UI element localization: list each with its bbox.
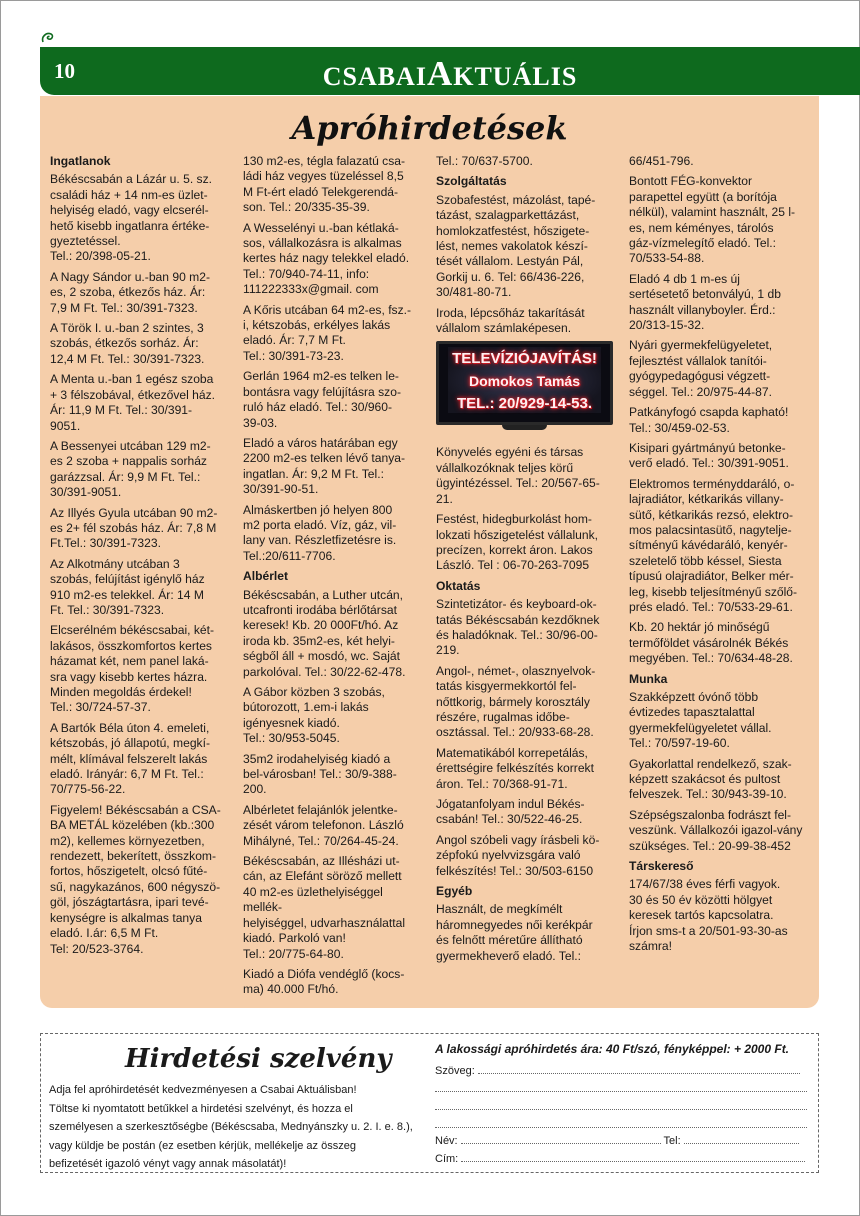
coupon-name-field[interactable] [435,1134,807,1148]
classified-ad: Kb. 20 hektár jó minőségű termőföldet vásárolnék Békés megyében. Tel.: 70/634-48-28. [629,620,793,666]
coupon-name-label: Név: [435,1135,458,1147]
classified-ad: Szépségszalonba fodrászt fel- veszünk. Vállalkozói igazol-vány szükséges. Tel.: 20-99-38-452 [629,807,803,853]
classifieds-panel [40,96,819,1008]
tv-ad-line-3: TEL.: 20/929-14-53. [456,395,593,413]
classified-ad: Gerlán 1964 m2-es telken le- bontásra vagy felújításra szo- ruló ház eladó. Tel.: 30/960- 39-03. [243,369,401,430]
dotted-line [461,1134,661,1144]
classified-ad: Elektromos terményddaráló, o- lajradiátor, kétkarikás villany- sütő, kétkarikás rezsó, elektro- mos palacsintasütő, nagytelje- sítményű kávédaráló, kenyér- szeletelő több késsel, Siesta típusú olajradiátor, Belker mér- leg, kisebb teljesítményű szőlő- prés eladó. Tel.: 70/533-29-61. [629,476,798,614]
classified-ad: Jógatanfolyam indul Békés- csabán! Tel.: 30/522-46-25. [436,797,585,827]
classified-ad: Matematikából korrepetálás, érettségire felkészítés korrekt áron. Tel.: 70/368-91-71. [436,745,594,791]
classified-ad: A Menta u.-ban 1 egész szoba + 3 félszobával, étkezővel ház. Ár: 11,9 M Ft. Tel.: 30/391- 9051. [50,372,216,433]
masthead-first-word: CSABAI [322,62,427,91]
classified-ad: Békéscsabán a Lázár u. 5. sz. családi ház + 14 nm-es üzlet- helyiség eladó, vagy elcserél- hető kisebb ingatlanra értéke- gyeztetéssel. Tel.: 20/398-05-21. [50,172,213,264]
coupon-text-line-2[interactable] [435,1082,807,1096]
category-heading: Társkereső [629,859,694,874]
classified-ad: Festést, hidegburkolást hom- lokzati hőszigetelést vállalunk, precízen, korrekt áron. Lakos László. Tel : 06-70-263-7095 [436,512,599,573]
coupon-text-line-4[interactable] [435,1118,807,1132]
classified-ad: 35m2 irodahelyiség kiadó a bel-városban! Tel.: 30/9-388- 200. [243,751,397,797]
page-header [40,47,860,95]
tv-ad-line-1: TELEVÍZIÓJAVÍTÁS! [452,350,597,368]
classified-ad: Angol-, német-, olasznyelvok- tatás kisgyermekkortól fel- nőttkorig, bármely korosztály részére, rugalmas időbe- osztással. Tel.: 20/933-68-28. [436,663,596,740]
coupon-instructions: Adja fel apróhirdetését kedvezményesen a Csabai Aktuálisban! Töltse ki nyomtatott betűkkel a hirdetési szelvényt, és hozza el személyesen a szerkesztőségbe (Békéscsaba, Mednyánszky u. 2. I. e. 8.), vagy küldje be postán (ez esetben kérjük, mellékelje az összeg befizetését igazoló vényt vagy annak másolatát)! [49,1084,413,1170]
classified-ad: Az Illyés Gyula utcában 90 m2- es 2+ fél szobás ház. Ár: 7,8 M Ft.Tel.: 30/391-7323. [50,505,218,551]
dotted-line [461,1152,805,1162]
category-heading: Szolgáltatás [436,174,507,189]
classified-ad: Az Alkotmány utcában 3 szobás, felújítást igénylő ház 910 m2-es telekkel. Ár: 14 M Ft. Tel.: 30/391-7323. [50,556,205,617]
classified-ad: Patkányfogó csapda kapható! Tel.: 30/459-02-53. [629,405,789,435]
classified-ad: Eladó a város határában egy 2200 m2-es telken lévő tanya- ingatlan. Ár: 9,2 M Ft. Tel.: 30/391-90-51. [243,435,406,497]
tv-ad-line-2: Domokos Tamás [469,373,580,390]
tv-stand [502,425,547,430]
classified-ad: Nyári gyermekfelügyeletet, fejlesztést vállalok tanítói- gyógypedagógusi végzett- séggel. Tel.: 20/975-44-87. [629,338,773,399]
swirl-ornament-icon [40,30,56,46]
coupon-price: A lakossági apróhirdetés ára: 40 Ft/szó, fényképpel: + 2000 Ft. [435,1042,790,1056]
classified-ad: A Bessenyei utcában 129 m2- es 2 szoba + nappalis sorház garázzsal. Ár: 9,9 M Ft. Tel.: 30/391-9051. [50,438,211,500]
classified-ad: Tel.: 70/637-5700. [436,154,533,168]
column-1 [50,154,232,962]
classified-ad: Békéscsabán, a Luther utcán, utcafronti irodába bérlőtársat keresek! Kb. 20 000Ft/hó. Az iroda kb. 35m2-es, két helyi- ségből áll + mosdó, wc. Saját parkolóval. Tel.: 30/22-62-478. [243,587,406,679]
dotted-line [435,1118,807,1128]
classified-ad: Bontott FÉG-konvektor parapettel együtt (a borítója nélkül), valamint használt, 25 l- es, nem kéményes, tárolós gáz-vízmelegítő eladó. Tel.: 70/533-54-88. [629,174,796,266]
dotted-line [435,1100,807,1110]
coupon-title: Hirdetési szelvény [125,1044,392,1074]
tv-repair-ad [436,341,613,431]
classified-ad: 66/451-796. [629,154,694,168]
section-title: Apróhirdetések [291,109,568,147]
classified-ad: A Gábor közben 3 szobás, bútorozott, 1.em-i lakás igényesnek kiadó. Tel.: 30/953-5045. [243,685,385,746]
ad-coupon [40,1033,819,1173]
classified-ad: Kisipari gyártmányú betonke- verő eladó. Tel.: 30/391-9051. [629,440,789,471]
column-4 [629,154,811,960]
classified-ad: Almáskertben jó helyen 800 m2 porta eladó. Víz, gáz, vil- lany van. Részletfizetésre is. Tel.:20/611-7706. [243,502,397,563]
dotted-line [684,1134,799,1144]
classified-ad: Iroda, lépcsőház takarítását vállalom számlaképesen. [436,305,585,336]
category-heading: Oktatás [436,578,481,593]
dotted-line [435,1082,807,1092]
classified-ad: Használt, de megkímélt háromnegyedes női kerékpár és felnőtt méretűre állítható gyermekheverő eladó. Tel.: [436,902,593,963]
coupon-text-label: Szöveg: [435,1065,475,1077]
category-heading: Ingatlanok [50,154,111,168]
classified-ad: Kiadó a Diófa vendéglő (kocs- ma) 40.000 Ft/hó. [243,966,405,997]
masthead-capital: A [426,54,454,93]
coupon-text-line-3[interactable] [435,1100,807,1114]
coupon-address-label: Cím: [435,1153,459,1165]
category-heading: Albérlet [243,569,289,584]
classified-ad: Albérletet felajánlók jelentke- zését várom telefonon. László Mihályné, Tel.: 70/264-45-24. [243,802,404,848]
column-3 [436,154,618,969]
classified-ad: Könyvelés egyéni és társas vállalkozóknak teljes körű ügyintézéssel. Tel.: 20/567-65- 21. [436,445,600,506]
classified-ad: Figyelem! Békéscsabán a CSA- BA METÁL közelében (kb.:300 m2), kellemes környezetben, rendezett, bekerített, összkom- fortos, hőszigetelt, olcsó fűté- sű, nagykazános, 600 négyszö- göl, jószágtartásra, ipari tevé- kenységre is alkalmas tanya eladó. I.ár: 6,5 M Ft. Tel: 20/523-3764. [50,802,221,956]
classified-ad: 130 m2-es, tégla falazatú csa- ládi ház vegyes tüzeléssel 8,5 M Ft-ért eladó Telekgerendá- son. Tel.: 20/335-35-39. [243,154,406,215]
category-heading: Egyéb [436,884,473,899]
classified-ad: Gyakorlattal rendelkező, szak- képzett szakácsot és pultost felveszek. Tel.: 30/943-39-10. [629,756,792,802]
classified-ad: Szintetizátor- és keyboard-ok- tatás Békéscsabán kezdőknek és haladóknak. Tel.: 30/96-00- 219. [436,597,600,658]
classified-ad: A Török I. u.-ban 2 szintes, 3 szobás, étkezős sorház. Ár: 12,4 M Ft. Tel.: 30/391-7323. [50,321,205,366]
classified-ad: A Bartók Béla úton 4. emeleti, kétszobás, jó állapotú, megkí- mélt, klímával felszerelt lakás eladó. Irányár: 6,7 M Ft. Tel.: 70/775-56-22. [50,720,210,797]
category-heading: Munka [629,671,668,686]
classified-ad: Békéscsabán, az Illésházi ut- cán, az Elefánt söröző mellett 40 m2-es üzlethelyiséggel mellék- helyiséggel, udvarhasználattal kiadó. Parkoló van! Tel.: 20/775-64-80. [243,854,406,961]
page-number: 10 [54,59,75,83]
classified-ad: 174/67/38 éves férfi vagyok. 30 és 50 év közötti hölgyet keresek tartós kapcsolatra. Írjon sms-t a 20/501-93-30-as számra! [629,877,788,954]
classified-ad: Elcserélném békéscsabai, két- lakásos, összkomfortos kertes házamat két, nem panel laká- sra vagy kisebb kertes házra. Minden megoldás érdekel! Tel.: 30/724-57-37. [50,623,215,715]
coupon-text-field[interactable] [435,1064,807,1078]
classified-ad: A Wesselényi u.-ban kétlaká- sos, vállalkozásra is alkalmas kertes ház nagy telekkel eladó. Tel.: 70/940-74-11, info: 111222333x@gmail. com [243,220,410,297]
classified-ad: A Kőris utcában 64 m2-es, fsz.- i, kétszobás, erkélyes lakás eladó. Ár: 7,7 M Ft. Tel.: 30/391-73-23. [243,302,412,363]
classified-ad: Szobafestést, mázolást, tapé- tázást, szalagparkettázást, homlokzatfestést, hőszigete- lést, nemes vakolatok készí- tését vállalom. Lestyán Pál, Gorkij u. 6. Tel: 66/436-226, 30/481-80-71. [436,192,596,300]
masthead [300,54,600,93]
classified-ad: Eladó 4 db 1 m-es új sertésetető betonvályú, 1 db használt villanyboyler. Érd.: 20/313-15-32. [629,271,781,333]
dotted-line [478,1064,800,1074]
coupon-phone-label: Tel: [663,1135,681,1147]
masthead-rest: KTUÁLIS [453,62,578,91]
classified-ad: A Nagy Sándor u.-ban 90 m2- es, 2 szoba, étkezős ház. Ár: 7,9 M Ft. Tel.: 30/391-7323. [50,269,210,315]
classified-ad: Angol szóbeli vagy írásbeli kö- zépfokú nyelvvizsgára való felkészítés! Tel.: 30/503-6150 [436,832,600,878]
coupon-address-field[interactable] [435,1152,807,1166]
column-2 [243,154,425,1003]
classified-ad: Szakképzett óvónő több évtizedes tapasztalattal gyermekfelügyeletet vállal. Tel.: 70/597-19-60. [629,690,772,751]
